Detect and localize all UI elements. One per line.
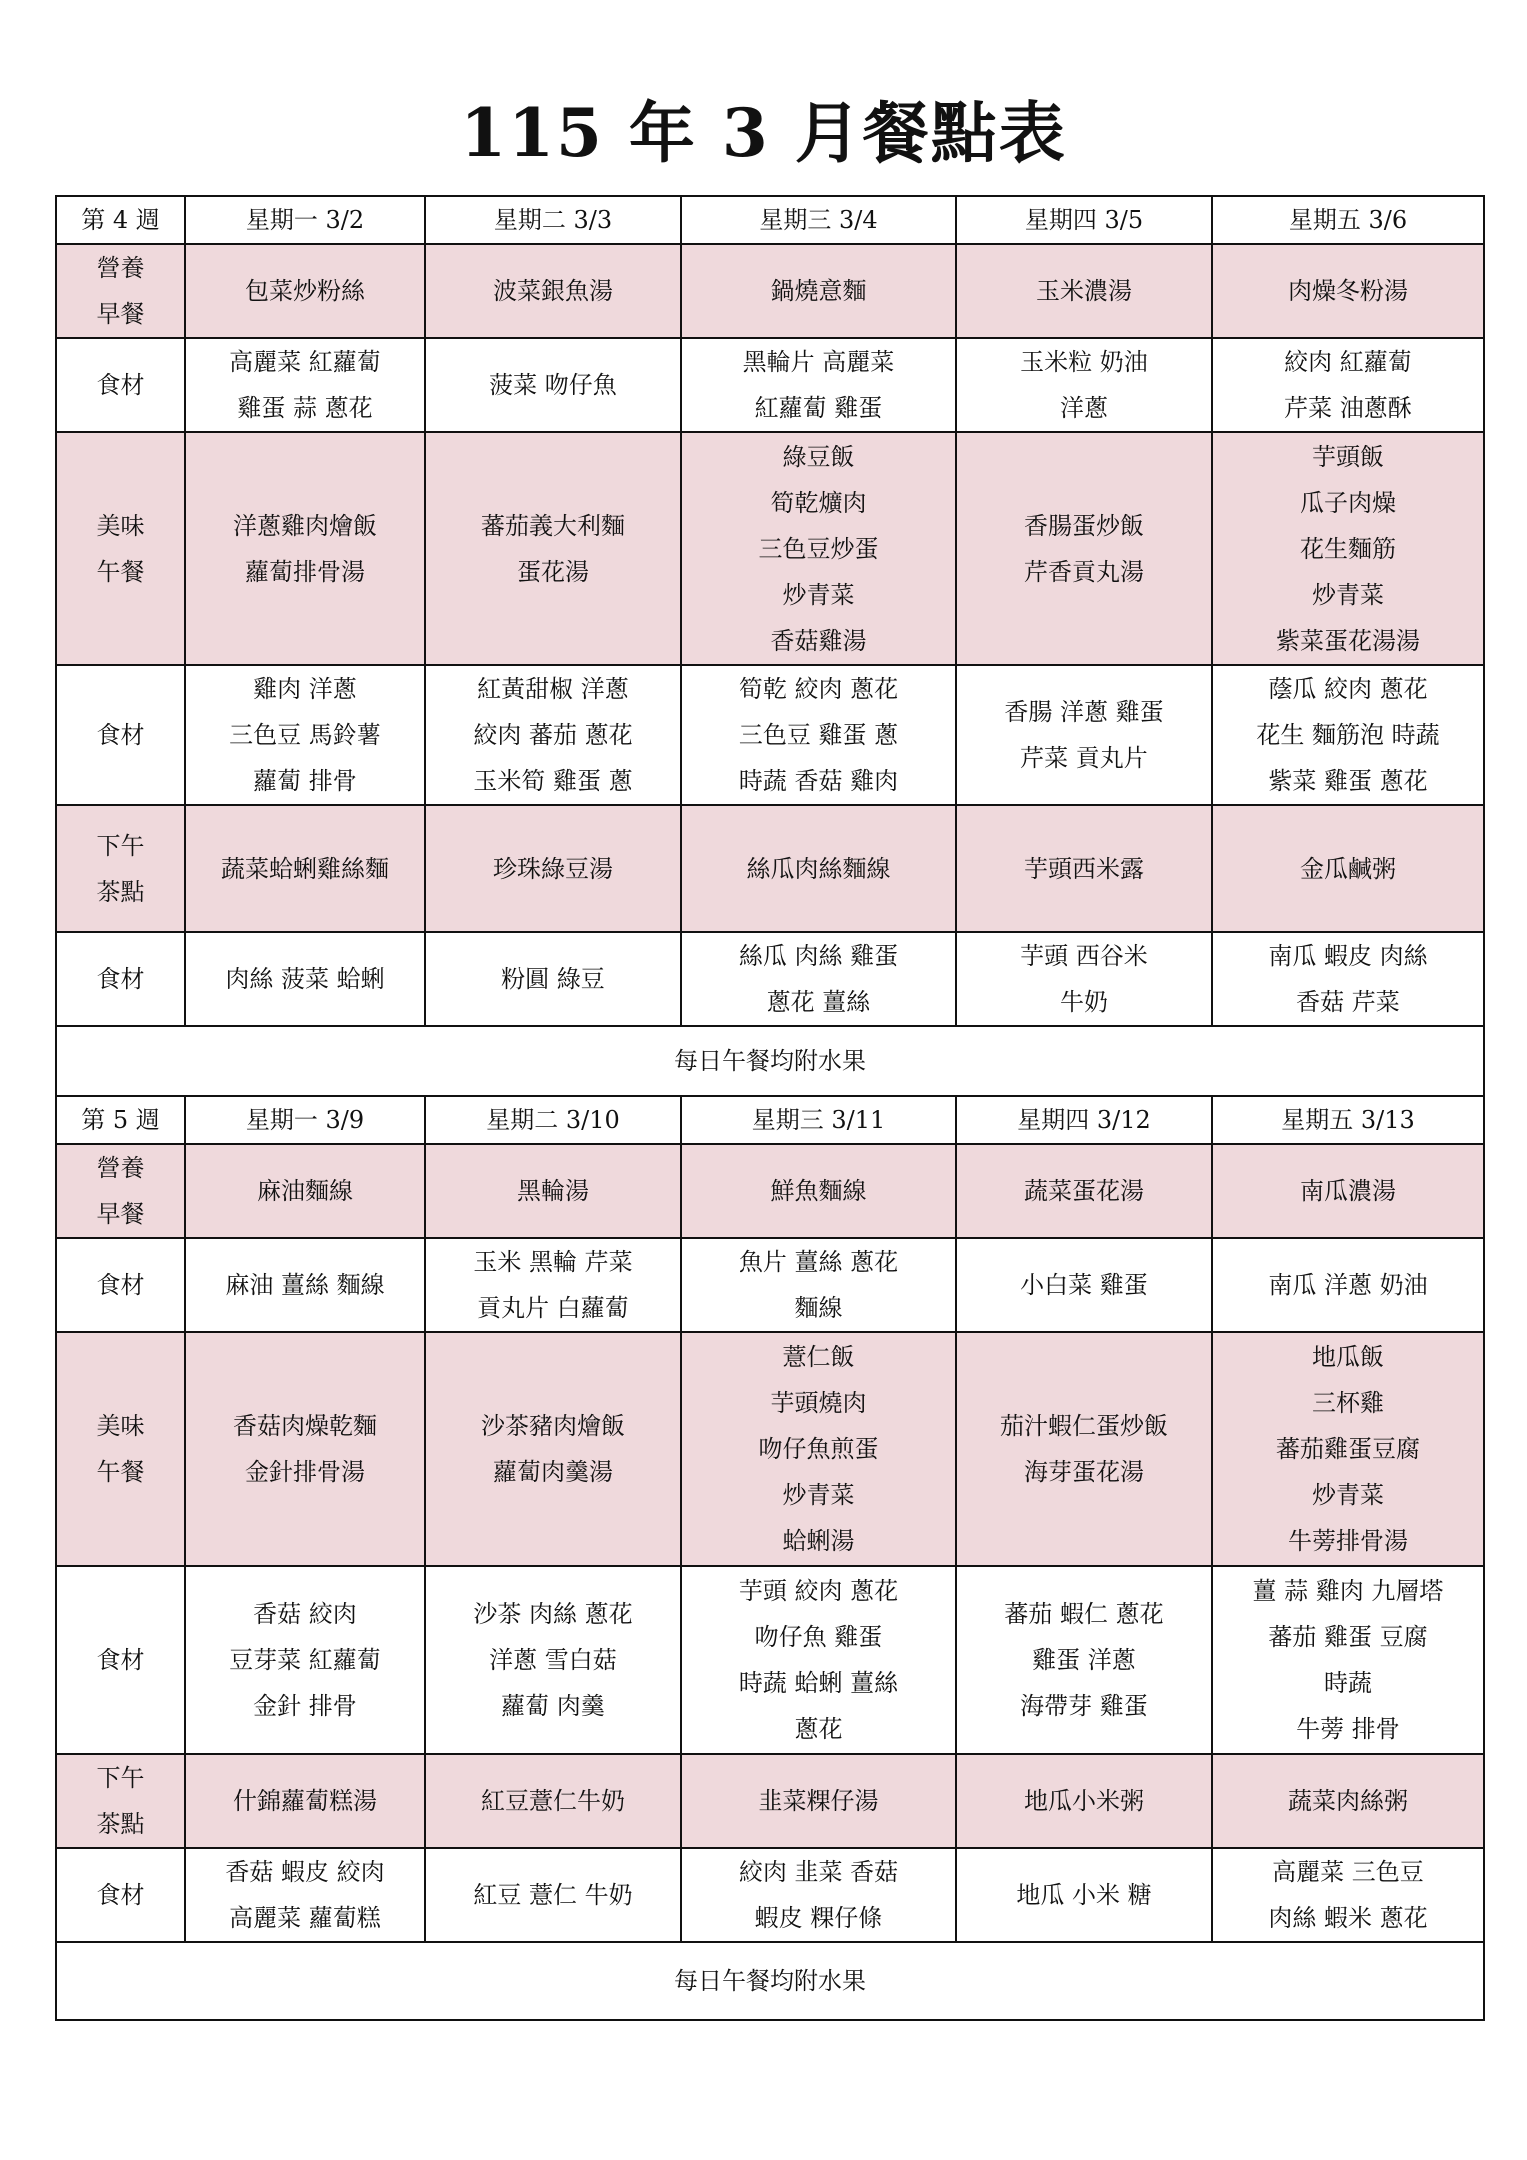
snack-cell <box>681 805 956 932</box>
cell-line: 麻油 薑絲 麵線 <box>225 1271 385 1299</box>
lunch-ing-row <box>56 1566 1484 1754</box>
cell-line: 芹菜 油蔥酥 <box>1284 394 1412 422</box>
breakfast-cell <box>956 1144 1212 1238</box>
snack-cell <box>956 805 1212 932</box>
row-label <box>56 432 185 665</box>
cell-line: 下午 <box>96 1764 145 1792</box>
cell-line: 牛蒡 排骨 <box>1296 1715 1400 1743</box>
cell-line: 薑 蒜 雞肉 九層塔 <box>1252 1577 1444 1605</box>
cell-line: 蔬菜肉絲粥 <box>1288 1787 1408 1815</box>
day-header: 星期五 3/13 <box>1212 1096 1484 1144</box>
cell-line: 茶點 <box>96 877 145 906</box>
lunch-ing-cell <box>1212 1566 1484 1754</box>
cell-line: 金針排骨湯 <box>245 1458 365 1486</box>
cell-line: 花生 麵筋泡 時蔬 <box>1256 721 1440 749</box>
cell-line: 炒青菜 <box>782 580 855 609</box>
cell-line: 南瓜 蝦皮 肉絲 <box>1268 942 1428 970</box>
cell-line: 早餐 <box>96 300 145 328</box>
cell-line: 芹香貢丸湯 <box>1024 557 1144 586</box>
day-header: 星期一 3/9 <box>185 1096 425 1144</box>
breakfast-ing-row <box>56 1238 1484 1332</box>
cell-line: 肉絲 菠菜 蛤蜊 <box>225 965 385 993</box>
cell-line: 芋頭燒肉 <box>770 1389 867 1417</box>
cell-line: 時蔬 <box>1324 1669 1372 1697</box>
cell-line: 茄汁蝦仁蛋炒飯 <box>1000 1412 1168 1440</box>
cell-line: 蛤蜊湯 <box>782 1527 855 1555</box>
cell-line: 麵線 <box>794 1294 843 1322</box>
note-row <box>56 1026 1484 1096</box>
cell-line: 絞肉 韭菜 香菇 <box>738 1858 899 1886</box>
row-label: 食材 <box>56 338 185 432</box>
cell-line: 午餐 <box>96 557 145 586</box>
cell-line: 地瓜飯 <box>1312 1343 1384 1371</box>
snack-cell <box>425 805 681 932</box>
lunch-ing-cell <box>681 665 956 805</box>
week-label: 第 4 週 <box>56 196 185 244</box>
cell-line: 美味 <box>96 1412 145 1440</box>
cell-line: 菠菜 吻仔魚 <box>489 371 617 399</box>
cell-line: 蘿蔔排骨湯 <box>245 557 365 586</box>
day-header: 星期二 3/3 <box>425 196 681 244</box>
cell-line: 瓜子肉燥 <box>1300 488 1396 517</box>
cell-line: 地瓜小米粥 <box>1024 1787 1144 1815</box>
day-header: 星期四 3/5 <box>956 196 1212 244</box>
lunch-ing-cell <box>185 1566 425 1754</box>
cell-line: 玉米筍 雞蛋 蔥 <box>473 767 633 795</box>
breakfast-cell <box>1212 1144 1484 1238</box>
snack-ing-cell <box>956 932 1212 1026</box>
cell-line: 牛奶 <box>1060 988 1108 1016</box>
cell-line: 小白菜 雞蛋 <box>1020 1271 1148 1299</box>
cell-line: 高麗菜 蘿蔔糕 <box>229 1904 381 1932</box>
snack-row <box>56 805 1484 932</box>
breakfast-ing-cell <box>185 1238 425 1332</box>
snack-ing-cell <box>681 1848 956 1942</box>
cell-line: 香腸蛋炒飯 <box>1024 511 1144 540</box>
breakfast-ing-row <box>56 338 1484 432</box>
snack-ing-cell <box>185 932 425 1026</box>
cell-line: 玉米 黑輪 芹菜 <box>473 1248 633 1276</box>
cell-line: 芋頭西米露 <box>1024 854 1144 883</box>
cell-line: 海帶芽 雞蛋 <box>1020 1692 1148 1720</box>
cell-line: 綠豆飯 <box>782 442 855 471</box>
row-label: 食材 <box>56 665 185 805</box>
cell-line: 豆芽菜 紅蘿蔔 <box>229 1646 381 1674</box>
lunch-row <box>56 432 1484 665</box>
cell-line: 鍋燒意麵 <box>770 277 867 305</box>
lunch-cell <box>425 1332 681 1566</box>
snack-cell <box>185 805 425 932</box>
cell-line: 粉圓 綠豆 <box>501 965 605 993</box>
breakfast-ing-cell <box>681 1238 956 1332</box>
lunch-cell <box>1212 432 1484 665</box>
cell-line: 蝦皮 粿仔條 <box>754 1904 883 1932</box>
cell-line: 三色豆 雞蛋 蔥 <box>738 721 899 749</box>
row-label <box>56 1754 185 1848</box>
cell-line: 香菇 絞肉 <box>253 1600 357 1628</box>
lunch-cell <box>956 432 1212 665</box>
row-label: 食材 <box>56 1848 185 1942</box>
snack-cell <box>956 1754 1212 1848</box>
cell-line: 南瓜 洋蔥 奶油 <box>1268 1271 1428 1299</box>
row-label <box>56 805 185 932</box>
lunch-cell <box>956 1332 1212 1566</box>
breakfast-row <box>56 244 1484 338</box>
lunch-ing-cell <box>425 1566 681 1754</box>
snack-cell <box>425 1754 681 1848</box>
day-header: 星期四 3/12 <box>956 1096 1212 1144</box>
cell-line: 雞蛋 洋蔥 <box>1032 1646 1136 1674</box>
cell-line: 洋蔥雞肉燴飯 <box>233 511 377 540</box>
cell-line: 肉絲 蝦米 蔥花 <box>1268 1904 1428 1932</box>
snack-ing-cell <box>425 1848 681 1942</box>
lunch-row <box>56 1332 1484 1566</box>
lunch-ing-cell <box>956 1566 1212 1754</box>
cell-line: 蛋花湯 <box>517 557 589 586</box>
cell-line: 香菇 芹菜 <box>1296 988 1400 1016</box>
week-header-row <box>56 1096 1484 1144</box>
cell-line: 蔬菜蛤蜊雞絲麵 <box>221 854 389 883</box>
cell-line: 炒青菜 <box>1312 1481 1384 1509</box>
cell-line: 美味 <box>96 511 145 540</box>
cell-line: 高麗菜 三色豆 <box>1272 1858 1424 1886</box>
row-label <box>56 1332 185 1566</box>
snack-ing-row <box>56 1848 1484 1942</box>
row-label: 食材 <box>56 932 185 1026</box>
breakfast-ing-cell <box>1212 1238 1484 1332</box>
snack-ing-cell <box>1212 932 1484 1026</box>
day-header: 星期三 3/11 <box>681 1096 956 1144</box>
cell-line: 什錦蘿蔔糕湯 <box>233 1787 377 1815</box>
cell-line: 芋頭 絞肉 蔥花 <box>738 1577 899 1605</box>
cell-line: 蔥花 薑絲 <box>766 988 871 1016</box>
cell-line: 茶點 <box>96 1810 145 1838</box>
lunch-ing-cell <box>956 665 1212 805</box>
snack-cell <box>185 1754 425 1848</box>
cell-line: 貢丸片 白蘿蔔 <box>477 1294 629 1322</box>
cell-line: 洋蔥 <box>1060 394 1108 422</box>
cell-line: 蔭瓜 絞肉 蔥花 <box>1268 675 1428 703</box>
breakfast-cell <box>185 244 425 338</box>
lunch-cell <box>1212 1332 1484 1566</box>
cell-line: 蕃茄 蝦仁 蔥花 <box>1004 1600 1164 1628</box>
cell-line: 韭菜粿仔湯 <box>758 1787 879 1815</box>
cell-line: 紅黃甜椒 洋蔥 <box>477 675 629 703</box>
breakfast-cell <box>956 244 1212 338</box>
cell-line: 香菇 蝦皮 絞肉 <box>225 1858 385 1886</box>
snack-ing-row <box>56 932 1484 1026</box>
snack-ing-cell <box>956 1848 1212 1942</box>
page-title: 115 年 3 月餐點表 <box>460 94 1067 172</box>
cell-line: 金瓜鹹粥 <box>1300 854 1396 883</box>
cell-line: 魚片 薑絲 蔥花 <box>738 1248 899 1276</box>
cell-line: 高麗菜 紅蘿蔔 <box>229 348 381 376</box>
cell-line: 珍珠綠豆湯 <box>493 854 613 883</box>
snack-ing-cell <box>185 1848 425 1942</box>
cell-line: 薏仁飯 <box>782 1343 855 1371</box>
cell-line: 包菜炒粉絲 <box>245 277 365 305</box>
row-label <box>56 244 185 338</box>
cell-line: 紅蘿蔔 雞蛋 <box>754 394 883 422</box>
cell-line: 雞肉 洋蔥 <box>253 675 357 703</box>
cell-line: 下午 <box>96 831 145 860</box>
cell-line: 時蔬 蛤蜊 薑絲 <box>738 1669 899 1697</box>
note-row <box>56 1942 1484 2020</box>
lunch-cell <box>425 432 681 665</box>
cell-line: 絞肉 紅蘿蔔 <box>1284 348 1412 376</box>
breakfast-row <box>56 1144 1484 1238</box>
cell-line: 紫菜 雞蛋 蔥花 <box>1268 767 1428 795</box>
cell-line: 洋蔥 雪白菇 <box>489 1646 617 1674</box>
day-header: 星期三 3/4 <box>681 196 956 244</box>
day-header: 星期二 3/10 <box>425 1096 681 1144</box>
menu-table <box>55 195 1485 2021</box>
row-label: 食材 <box>56 1566 185 1754</box>
cell-line: 蘿蔔 肉羹 <box>501 1692 605 1720</box>
snack-ing-cell <box>1212 1848 1484 1942</box>
week-label: 第 5 週 <box>56 1096 185 1144</box>
lunch-ing-cell <box>425 665 681 805</box>
breakfast-cell <box>425 1144 681 1238</box>
breakfast-ing-cell <box>956 1238 1212 1332</box>
week-header-row <box>56 196 1484 244</box>
cell-line: 蔥花 <box>794 1715 843 1743</box>
cell-line: 海芽蛋花湯 <box>1024 1458 1144 1486</box>
lunch-cell <box>185 432 425 665</box>
snack-cell <box>681 1754 956 1848</box>
cell-line: 沙茶豬肉燴飯 <box>481 1412 625 1440</box>
cell-line: 紫菜蛋花湯湯 <box>1276 626 1420 655</box>
breakfast-ing-cell <box>425 338 681 432</box>
lunch-ing-cell <box>681 1566 956 1754</box>
breakfast-ing-cell <box>681 338 956 432</box>
cell-line: 蘿蔔肉羹湯 <box>493 1458 613 1486</box>
snack-ing-cell <box>681 932 956 1026</box>
cell-line: 芹菜 貢丸片 <box>1020 744 1148 772</box>
cell-line: 金針 排骨 <box>253 1692 357 1720</box>
cell-line: 香腸 洋蔥 雞蛋 <box>1004 698 1164 726</box>
cell-line: 吻仔魚 雞蛋 <box>754 1623 883 1651</box>
cell-line: 蘿蔔 排骨 <box>253 767 357 795</box>
lunch-ing-cell <box>185 665 425 805</box>
cell-line: 芋頭 西谷米 <box>1020 942 1148 970</box>
lunch-cell <box>681 1332 956 1566</box>
breakfast-ing-cell <box>1212 338 1484 432</box>
snack-cell <box>1212 1754 1484 1848</box>
cell-line: 雞蛋 蒜 蔥花 <box>237 394 373 422</box>
cell-line: 香菇雞湯 <box>770 626 867 655</box>
lunch-ing-cell <box>1212 665 1484 805</box>
cell-line: 地瓜 小米 糖 <box>1016 1881 1152 1909</box>
cell-line: 沙茶 肉絲 蔥花 <box>473 1600 633 1628</box>
cell-line: 黑輪湯 <box>517 1177 589 1205</box>
breakfast-ing-cell <box>185 338 425 432</box>
cell-line: 筍乾 絞肉 蔥花 <box>738 675 899 703</box>
fruit-note: 每日午餐均附水果 <box>56 1942 1484 2020</box>
cell-line: 三色豆炒蛋 <box>758 534 879 563</box>
cell-line: 玉米粒 奶油 <box>1020 348 1148 376</box>
cell-line: 蔬菜蛋花湯 <box>1024 1177 1144 1205</box>
snack-cell <box>1212 805 1484 932</box>
cell-line: 午餐 <box>96 1458 145 1486</box>
breakfast-cell <box>681 244 956 338</box>
lunch-cell <box>185 1332 425 1566</box>
cell-line: 絞肉 蕃茄 蔥花 <box>473 721 633 749</box>
cell-line: 紅豆 薏仁 牛奶 <box>473 1881 633 1909</box>
breakfast-cell <box>185 1144 425 1238</box>
cell-line: 絲瓜 肉絲 雞蛋 <box>738 942 899 970</box>
cell-line: 筍乾爌肉 <box>770 488 867 517</box>
breakfast-cell <box>681 1144 956 1238</box>
cell-line: 芋頭飯 <box>1312 442 1384 471</box>
breakfast-ing-cell <box>425 1238 681 1332</box>
cell-line: 吻仔魚煎蛋 <box>758 1435 879 1463</box>
snack-ing-cell <box>425 932 681 1026</box>
lunch-cell <box>681 432 956 665</box>
cell-line: 黑輪片 高麗菜 <box>742 348 895 376</box>
cell-line: 炒青菜 <box>1312 580 1384 609</box>
breakfast-cell <box>425 244 681 338</box>
cell-line: 三色豆 馬鈴薯 <box>229 721 381 749</box>
cell-line: 玉米濃湯 <box>1036 277 1132 305</box>
day-header: 星期五 3/6 <box>1212 196 1484 244</box>
cell-line: 營養 <box>96 254 145 282</box>
cell-line: 牛蒡排骨湯 <box>1288 1527 1408 1555</box>
lunch-ing-row <box>56 665 1484 805</box>
fruit-note: 每日午餐均附水果 <box>56 1026 1484 1096</box>
cell-line: 三杯雞 <box>1312 1389 1384 1417</box>
snack-row <box>56 1754 1484 1848</box>
cell-line: 時蔬 香菇 雞肉 <box>738 767 899 795</box>
cell-line: 營養 <box>96 1154 145 1182</box>
cell-line: 炒青菜 <box>782 1481 855 1509</box>
row-label <box>56 1144 185 1238</box>
cell-line: 香菇肉燥乾麵 <box>233 1412 377 1440</box>
cell-line: 花生麵筋 <box>1300 534 1396 563</box>
cell-line: 蕃茄雞蛋豆腐 <box>1276 1435 1420 1463</box>
breakfast-ing-cell <box>956 338 1212 432</box>
cell-line: 鮮魚麵線 <box>770 1177 867 1205</box>
cell-line: 絲瓜肉絲麵線 <box>746 854 891 883</box>
cell-line: 蕃茄 雞蛋 豆腐 <box>1268 1623 1428 1651</box>
day-header: 星期一 3/2 <box>185 196 425 244</box>
cell-line: 蕃茄義大利麵 <box>481 511 625 540</box>
cell-line: 肉燥冬粉湯 <box>1288 277 1408 305</box>
cell-line: 麻油麵線 <box>257 1177 353 1205</box>
row-label: 食材 <box>56 1238 185 1332</box>
cell-line: 南瓜濃湯 <box>1300 1177 1396 1205</box>
cell-line: 波菜銀魚湯 <box>493 277 613 305</box>
breakfast-cell <box>1212 244 1484 338</box>
cell-line: 早餐 <box>96 1200 145 1228</box>
cell-line: 紅豆薏仁牛奶 <box>481 1787 625 1815</box>
